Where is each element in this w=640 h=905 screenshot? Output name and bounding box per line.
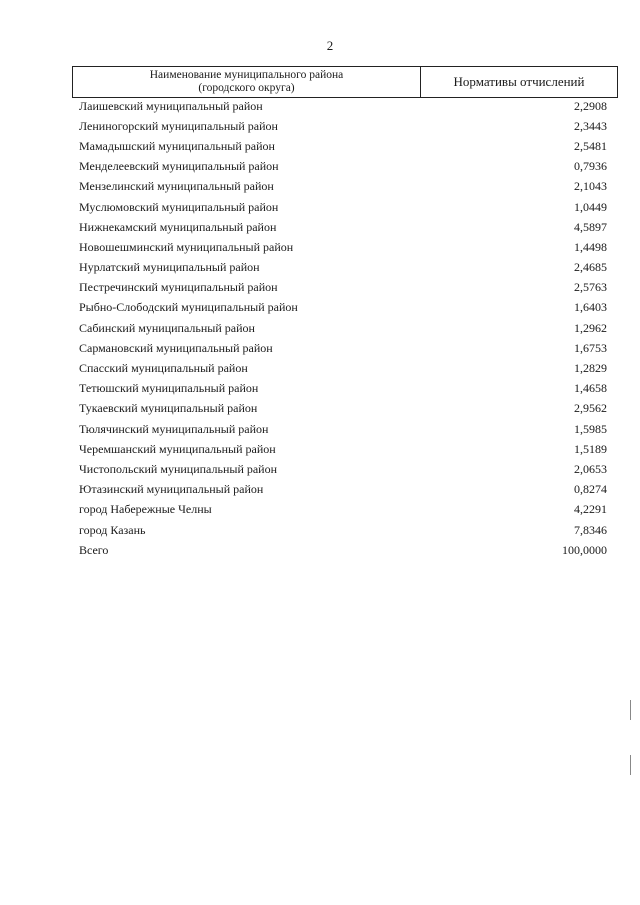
row-name: Спасский муниципальный район [79,361,248,376]
row-value: 1,4658 [574,381,607,396]
table-row [79,459,607,479]
page-number: 2 [326,38,334,53]
table-row [79,96,607,116]
scan-mark [630,755,631,775]
row-value: 2,5481 [574,138,607,153]
table-row [79,237,607,257]
table-row [79,116,607,136]
row-name: Нижнекамский муниципальный район [79,219,277,234]
row-name: Ютазинский муниципальный район [79,482,264,497]
row-value: 100,0000 [562,542,607,557]
row-value: 2,4685 [574,260,607,275]
table-row [79,379,607,399]
table-row [79,318,607,338]
row-value: 2,5763 [574,280,607,295]
row-value: 1,6403 [574,300,607,315]
row-value: 2,1043 [574,179,607,194]
table-row [79,177,607,197]
row-value: 1,2962 [574,320,607,335]
table-row [79,298,607,318]
header-name-cell [73,67,421,97]
header-name-line1: Наименование муниципального района [149,69,344,81]
table-row [79,500,607,520]
row-value: 7,8346 [574,522,607,537]
table-header [72,66,618,98]
table-body [79,96,607,560]
row-value: 2,2908 [574,98,607,113]
row-value: 1,4498 [574,239,607,254]
table-row [79,540,607,560]
table-row [79,338,607,358]
row-name: Рыбно-Слободский муниципальный район [79,300,298,315]
row-name: Менделеевский муниципальный район [79,159,279,174]
row-name: Лениногорский муниципальный район [79,118,278,133]
row-value: 0,7936 [574,159,607,174]
row-name: Мамадышский муниципальный район [79,138,275,153]
row-name: Пестречинский муниципальный район [79,280,278,295]
row-name: город Казань [79,522,146,537]
header-name-line2: (городского округа) [198,82,295,94]
row-value: 4,5897 [574,219,607,234]
table-row [79,217,607,237]
table-row [79,419,607,439]
row-value: 2,0653 [574,461,607,476]
row-value: 1,2829 [574,361,607,376]
table-row [79,136,607,156]
row-value: 2,3443 [574,118,607,133]
row-name: город Набережные Челны [79,502,212,517]
row-value: 1,5189 [574,441,607,456]
row-name: Чистопольский муниципальный район [79,461,278,476]
row-name: Тетюшский муниципальный район [79,381,259,396]
table-row [79,399,607,419]
table-row [79,197,607,217]
row-name: Нурлатский муниципальный район [79,260,260,275]
row-value: 1,5985 [574,421,607,436]
row-value: 0,8274 [574,482,607,497]
table-row [79,278,607,298]
row-name: Тукаевский муниципальный район [79,401,258,416]
row-name: Муслюмовский муниципальный район [79,199,279,214]
row-value: 1,6753 [574,340,607,355]
row-value: 1,0449 [574,199,607,214]
header-value-cell: Нормативы отчислений [453,74,585,89]
row-name: Мензелинский муниципальный район [79,179,274,194]
row-name: Всего [79,542,109,557]
table-row [79,157,607,177]
row-name: Новошешминский муниципальный район [79,239,294,254]
row-value: 4,2291 [574,502,607,517]
row-name: Черемшанский муниципальный район [79,441,276,456]
table-row [79,258,607,278]
row-name: Сармановский муниципальный район [79,340,273,355]
table-row [79,358,607,378]
row-name: Сабинский муниципальный район [79,320,255,335]
table-row [79,480,607,500]
row-value: 2,9562 [574,401,607,416]
scan-mark [630,700,631,720]
table-row [79,520,607,540]
row-name: Лаишевский муниципальный район [79,98,263,113]
table-row [79,439,607,459]
row-name: Тюлячинский муниципальный район [79,421,269,436]
